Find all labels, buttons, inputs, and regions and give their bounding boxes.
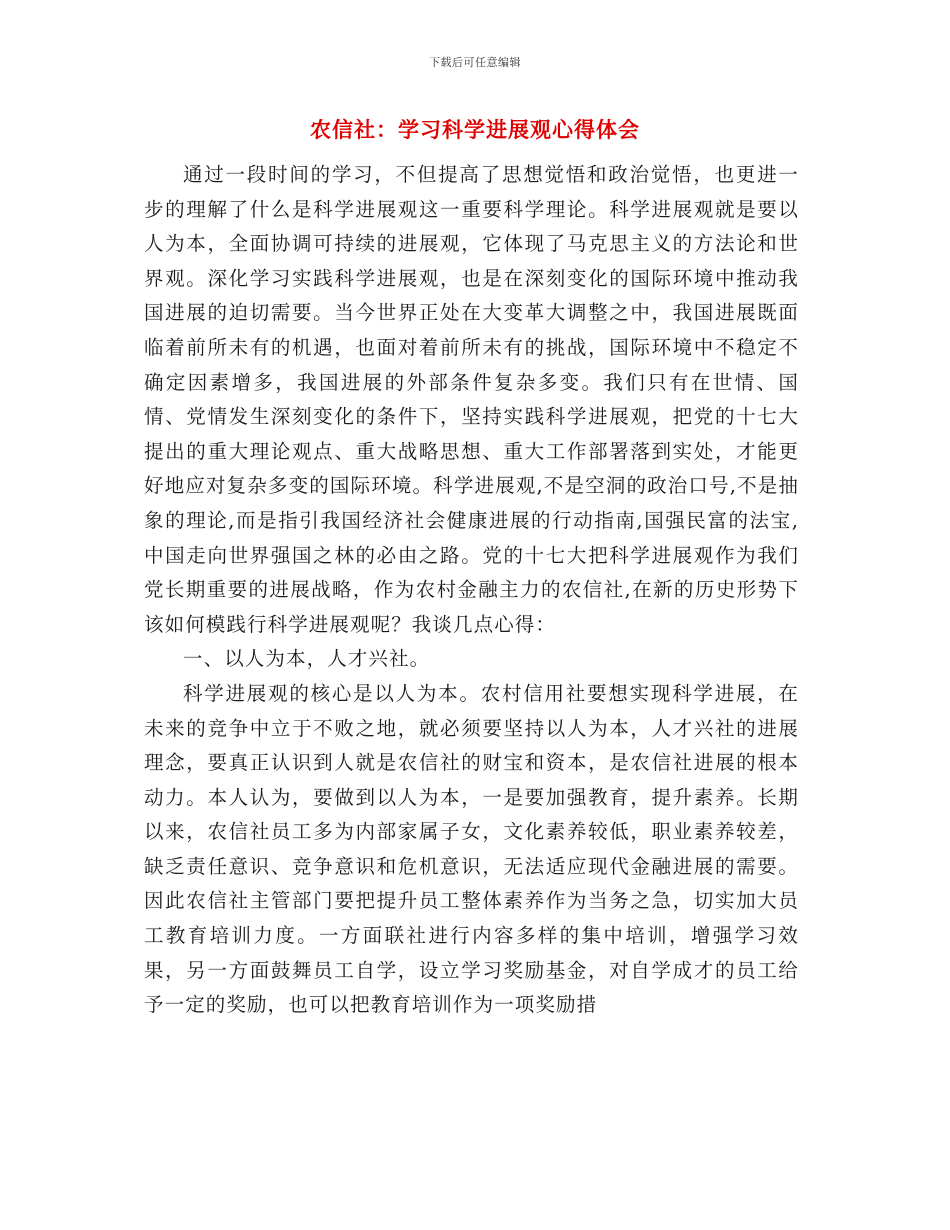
paragraph-intro: 通过一段时间的学习，不但提高了思想觉悟和政治觉悟，也更进一步的理解了什么是科学进展观这一重要科学理论。科学进展观就是要以人为本，全面协调可持续的进展观，它体现了马克思主义的方法论和世界观。深化学习实践科学进展观，也是在深刻变化的国际环境中推动我国进展的迫切需要。当今世界正处在大变革大调整之中，我国进展既面临着前所未有的机遇，也面对着前所未有的挑战，国际环境中不稳定不确定因素增多，我国进展的外部条件复杂多变。我们只有在世情、国情、党情发生深刻变化的条件下，坚持实践科学进展观，把党的十七大提出的重大理论观点、重大战略思想、重大工作部署落到实处，才能更好地应对复杂多变的国际环境。科学进展观,不是空洞的政治口号,不是抽象的理论,而是指引我国经济社会健康进展的行动指南,国强民富的法宝,中国走向世界强国之林的必由之路。党的十七大把科学进展观作为我们党长期重要的进展战略，作为农村金融主力的农信社,在新的历史形势下该如何模践行科学进展观呢？我谈几点心得： xyxy=(144,163,799,636)
section-heading-1: 一、以人为本，人才兴社。 xyxy=(183,647,431,671)
document-title: 农信社：学习科学进展观心得体会 xyxy=(310,117,640,142)
header-note: 下载后可任意编辑 xyxy=(429,56,521,69)
paragraph-section-1: 科学进展观的核心是以人为本。农村信用社要想实现科学进展，在未来的竞争中立于不败之地，就必须要坚持以人为本，人才兴社的进展理念，要真正认识到人就是农信社的财宝和资本，是农信社进展的根本动力。本人认为，要做到以人为本，一是要加强教育，提升素养。长期以来，农信社员工多为内部家属子女，文化素养较低，职业素养较差，缺乏责任意识、竞争意识和危机意识，无法适应现代金融进展的需要。因此农信社主管部门要把提升员工整体素养作为当务之急，切实加大员工教育培训力度。一方面联社进行内容多样的集中培训，增强学习效果，另一方面鼓舞员工自学，设立学习奖励基金，对自学成才的员工给予一定的奖励，也可以把教育培训作为一项奖励措 xyxy=(144,681,799,1017)
document-body xyxy=(144,158,799,1023)
